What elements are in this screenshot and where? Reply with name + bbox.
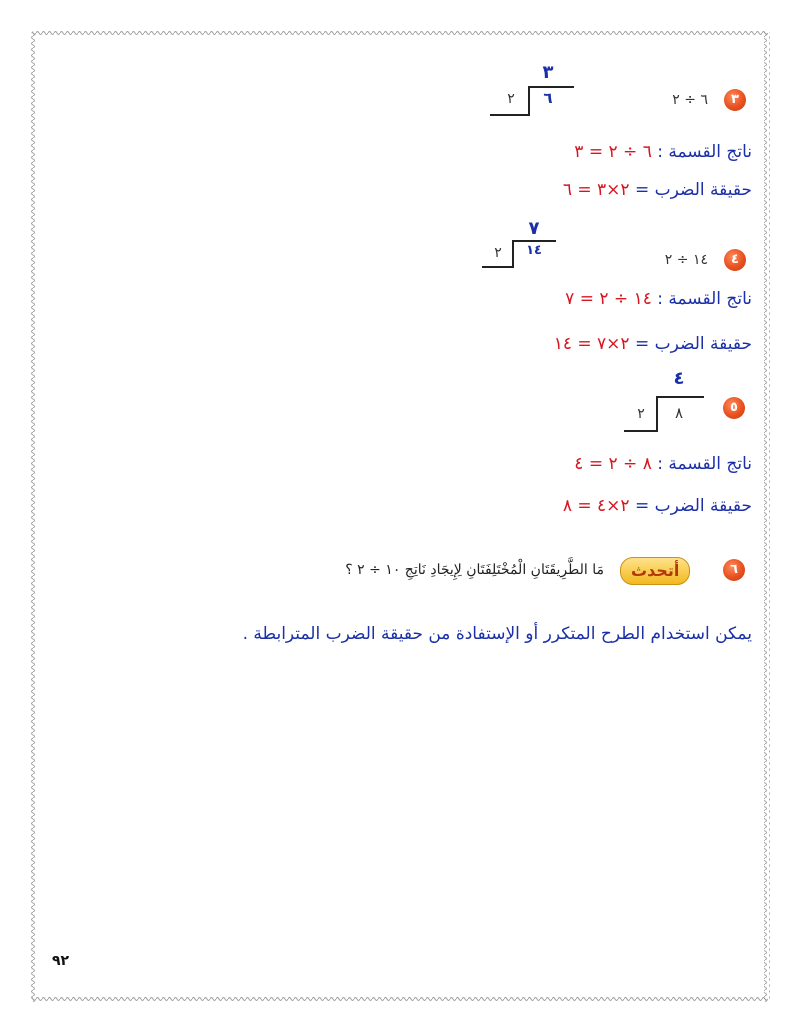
talk-question: مَا الطَّرِيقَتَانِ الْمُخْتَلِفَتَانِ لِإِيجَادِ نَاتِجِ ١٠ ÷ ٢ ؟	[345, 562, 604, 578]
quotient: ٤	[673, 368, 685, 389]
question-number-badge: ٣	[724, 89, 746, 111]
multiplication-fact-line	[563, 496, 752, 516]
final-answer: يمكن استخدام الطرح المتكرر أو الإستفادة من حقيقة الضرب المترابطة .	[242, 624, 752, 644]
multiplication-fact-line	[554, 334, 752, 354]
division-expression: ٦ ÷ ٢	[672, 92, 708, 108]
talk-badge: أتحدث	[620, 557, 690, 585]
fact-value: ٢×٤ = ٨	[562, 496, 630, 516]
fact-label: حقيقة الضرب =	[634, 334, 752, 354]
result-value: ١٤ ÷ ٢ = ٧	[565, 289, 652, 309]
divisor: ٢	[637, 406, 645, 422]
result-label: ناتج القسمة :	[657, 289, 752, 309]
fact-value: ٢×٣ = ٦	[562, 180, 630, 200]
fact-label: حقيقة الضرب =	[634, 180, 752, 200]
dividend: ١٤	[526, 243, 542, 258]
quotient: ٣	[542, 62, 554, 83]
divisor: ٢	[494, 245, 502, 261]
dividend: ٨	[674, 404, 684, 422]
multiplication-fact-line	[563, 180, 752, 200]
long-division	[622, 368, 712, 434]
quotient: ٧	[528, 218, 540, 239]
quotient-result-line	[574, 142, 752, 162]
question-number-badge: ٦	[723, 559, 745, 581]
division-expression: ١٤ ÷ ٢	[664, 252, 708, 268]
divisor: ٢	[507, 91, 515, 107]
result-value: ٦ ÷ ٢ = ٣	[574, 142, 652, 162]
fact-label: حقيقة الضرب =	[634, 496, 752, 516]
result-label: ناتج القسمة :	[657, 454, 752, 474]
long-division	[480, 218, 570, 270]
question-number-badge: ٤	[724, 249, 746, 271]
fact-value: ٢×٧ = ١٤	[553, 334, 630, 354]
long-division	[488, 62, 578, 118]
quotient-result-line	[565, 289, 752, 309]
question-number-badge: ٥	[723, 397, 745, 419]
page-number: ٩٢	[52, 953, 70, 969]
dividend: ٦	[543, 89, 553, 107]
quotient-result-line	[574, 454, 752, 474]
result-value: ٨ ÷ ٢ = ٤	[574, 454, 652, 474]
result-label: ناتج القسمة :	[657, 142, 752, 162]
